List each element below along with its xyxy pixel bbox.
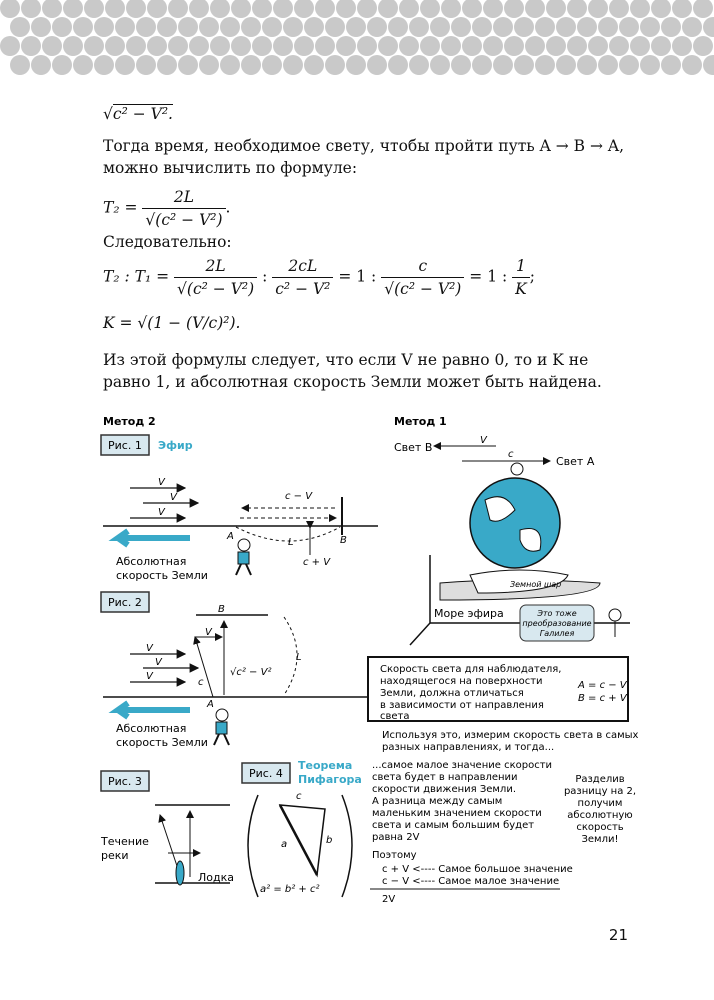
band-dot: [430, 17, 450, 37]
ratio-frac-4: [512, 255, 530, 300]
therefore-label: Поэтому: [372, 850, 417, 861]
band-dot: [378, 36, 398, 56]
t2-fraction: [142, 186, 225, 231]
sqrt-label: √c² − V²: [230, 667, 272, 678]
sqrt-expression: c² − V².: [112, 105, 173, 123]
abs-speed-1-line2: скорость Земли: [116, 569, 208, 582]
band-dot: [567, 0, 587, 18]
t2-numerator: 2L: [142, 186, 225, 209]
band-dot: [63, 36, 83, 56]
band-dot: [21, 36, 41, 56]
min-line-1: ...самое малое значение скорости: [372, 760, 553, 771]
river-label-1: Течение: [101, 835, 149, 848]
b-label-1: B: [340, 535, 347, 546]
ratio-frac-2: [272, 255, 333, 300]
band-dot: [220, 55, 240, 75]
band-dot: [399, 0, 419, 18]
band-dot: [210, 36, 230, 56]
abs-speed-arrow-1: [118, 531, 190, 545]
div-line-2: разницу на 2,: [563, 786, 637, 797]
band-dot: [567, 36, 587, 56]
band-dot: [315, 36, 335, 56]
band-dot: [262, 17, 282, 37]
fig2-tag: Рис. 2: [108, 596, 142, 609]
band-dot: [441, 0, 461, 18]
box-line-5: света: [380, 711, 410, 722]
band-dot: [273, 0, 293, 18]
band-dot: [73, 55, 93, 75]
band-dot: [147, 36, 167, 56]
band-dot: [588, 36, 608, 56]
band-dot: [357, 36, 377, 56]
band-dot: [231, 0, 251, 18]
galileo-text-3: Галилея: [539, 629, 575, 638]
band-dot: [651, 36, 671, 56]
c-minus-v-label: c − V: [285, 491, 313, 502]
paren-right: [342, 795, 352, 897]
ratio-lhs: T₂ : T₁ =: [103, 267, 170, 286]
box-line-1: Скорость света для наблюдателя,: [380, 664, 562, 675]
ratio-mid: = 1 :: [338, 267, 377, 286]
min-line: c − V <---- Самое малое значение: [382, 876, 560, 887]
band-dot: [661, 55, 681, 75]
band-dot: [336, 0, 356, 18]
band-dot: [189, 0, 209, 18]
pythag-formula: a² = b² + c²: [260, 884, 320, 895]
abs-speed-2-line1: Абсолютная: [116, 722, 187, 735]
band-dot: [598, 17, 618, 37]
band-dot: [525, 0, 545, 18]
v-label-4: V: [146, 643, 153, 654]
boat-shape: [176, 861, 184, 885]
band-dot: [462, 0, 482, 18]
band-dot: [84, 0, 104, 18]
ratio-den-1: √(c² − V²): [177, 280, 255, 298]
fig1-tag: Рис. 1: [108, 439, 142, 452]
band-dot: [682, 55, 702, 75]
band-dot: [94, 17, 114, 37]
band-dot: [210, 0, 230, 18]
band-dot: [63, 0, 83, 18]
band-dot: [472, 17, 492, 37]
l-label-2: L: [296, 652, 302, 663]
band-dot: [346, 55, 366, 75]
walking-person-1: [236, 539, 251, 575]
band-dot: [630, 0, 650, 18]
band-dot: [483, 0, 503, 18]
band-dot: [126, 0, 146, 18]
globe-label: Земной шар: [510, 580, 562, 589]
b-label-3: b: [326, 835, 333, 846]
band-dot: [52, 55, 72, 75]
band-dot: [493, 17, 513, 37]
band-dot: [388, 17, 408, 37]
band-dot: [157, 55, 177, 75]
paragraph-2: Из этой формулы следует, что если V не равно 0, то и K не равно 1, и абсолютная скорость Земли может быть найдена.: [103, 351, 602, 391]
band-dot: [556, 55, 576, 75]
band-dot: [52, 17, 72, 37]
l-label-1: L: [288, 537, 294, 548]
band-dot: [241, 17, 261, 37]
a-label-2: A: [207, 699, 214, 710]
band-dot: [546, 36, 566, 56]
band-dot: [672, 36, 692, 56]
v-label-7: V: [205, 627, 212, 638]
ratio-num-2: 2cL: [272, 255, 333, 278]
band-dot: [31, 17, 51, 37]
band-dot: [168, 36, 188, 56]
band-dot: [115, 17, 135, 37]
min-line-3: скорости движения Земли.: [372, 784, 516, 795]
ratio-frac-3: [381, 255, 464, 300]
band-dot: [294, 36, 314, 56]
v-label-6: V: [146, 671, 153, 682]
band-dot: [430, 55, 450, 75]
band-dot: [661, 17, 681, 37]
ratio-frac-1: [174, 255, 257, 300]
dot-pattern: [0, 0, 714, 78]
b-label-2: B: [218, 604, 225, 615]
t2-formula: T₂ = $\frac{2L}{\text{√(c² − V²)}}$ .: [103, 188, 231, 229]
globe: [470, 478, 560, 568]
c-label-3: c: [296, 791, 302, 802]
boat-label: Лодка: [198, 871, 234, 884]
band-dot: [199, 17, 219, 37]
band-dot: [367, 17, 387, 37]
header-dot-band: [0, 0, 714, 78]
band-dot: [262, 55, 282, 75]
paren-left: [248, 795, 258, 897]
ratio-num-1: 2L: [174, 255, 257, 278]
method2-label: Метод 2: [103, 415, 156, 428]
band-dot: [619, 17, 639, 37]
band-dot: [609, 36, 629, 56]
box-line-4: в зависимости от направления: [380, 700, 544, 711]
band-dot: [157, 17, 177, 37]
band-dot: [651, 0, 671, 18]
ratio-den-3: √(c² − V²): [384, 280, 462, 298]
band-dot: [682, 17, 702, 37]
band-dot: [115, 55, 135, 75]
c-label-2: c: [198, 677, 204, 688]
fig3-tag: Рис. 3: [108, 775, 142, 788]
band-dot: [535, 17, 555, 37]
band-dot: [546, 0, 566, 18]
band-dot: [325, 17, 345, 37]
abs-speed-arrow-2: [118, 703, 190, 717]
band-dot: [220, 17, 240, 37]
band-dot: [514, 55, 534, 75]
band-dot: [346, 17, 366, 37]
t2-lhs: T₂ =: [103, 198, 138, 217]
band-dot: [703, 55, 714, 75]
light-a-label: Свет A: [556, 455, 595, 468]
fig4-title-1: Теорема: [298, 759, 353, 772]
div-line-5: скорость: [576, 822, 624, 833]
band-dot: [367, 55, 387, 75]
box-line-3: Земли, должна отличаться: [380, 688, 524, 699]
ratio-formula: T₂ : T₁ = $\frac{2L}{\text{√(c² − V²)}}$ : $\frac{2cL}{\text{c² − V²}}$ = 1 : $\frac{c}{\text{√(c² − V²)}}$ = 1 : $\frac{1}{K}$ ;: [103, 257, 535, 298]
band-dot: [409, 55, 429, 75]
min-line-5: маленьким значением скорости: [372, 808, 542, 819]
ratio-den-2: c² − V²: [275, 280, 331, 298]
paragraph-1: Тогда время, необходимое свету, чтобы пройти путь A → B → A, можно вычислить по формуле:: [103, 137, 625, 177]
band-dot: [10, 17, 30, 37]
band-dot: [462, 36, 482, 56]
band-dot: [420, 36, 440, 56]
band-dot: [73, 17, 93, 37]
band-dot: [409, 17, 429, 37]
band-dot: [304, 17, 324, 37]
t2-denominator: √(c² − V²): [145, 211, 223, 229]
c-label-4: c: [508, 449, 514, 460]
band-dot: [598, 55, 618, 75]
min-line-6: света и самым большим будет: [372, 820, 535, 831]
band-dot: [178, 55, 198, 75]
result-2v: 2V: [382, 894, 396, 905]
band-dot: [672, 0, 692, 18]
band-dot: [693, 36, 713, 56]
band-dot: [105, 36, 125, 56]
a-label-1: A: [227, 531, 234, 542]
band-dot: [336, 36, 356, 56]
v-label-5: V: [155, 657, 162, 668]
cpv-label: c + V: [303, 557, 331, 568]
abs-speed-2-line2: скорость Земли: [116, 736, 208, 749]
min-line-4: А разница между самым: [372, 796, 503, 807]
galileo-text-1: Это тоже: [537, 609, 577, 618]
corner-line: [410, 555, 430, 645]
div-line-3: получим: [577, 798, 623, 809]
band-dot: [504, 36, 524, 56]
band-dot: [136, 17, 156, 37]
band-dot: [514, 17, 534, 37]
a-label-3: a: [281, 839, 288, 850]
band-dot: [420, 0, 440, 18]
ratio-num-4: 1: [512, 255, 530, 278]
band-dot: [168, 0, 188, 18]
band-dot: [42, 36, 62, 56]
v-label-8: V: [480, 435, 487, 446]
page-number: 21: [608, 926, 628, 944]
band-dot: [252, 0, 272, 18]
band-dot: [0, 36, 20, 56]
band-dot: [189, 36, 209, 56]
c-vector: [195, 637, 213, 697]
band-dot: [273, 36, 293, 56]
band-dot: [378, 0, 398, 18]
band-dot: [504, 0, 524, 18]
band-dot: [640, 17, 660, 37]
use-line-1: Используя это, измерим скорость света в самых: [382, 730, 639, 741]
band-dot: [388, 55, 408, 75]
ratio-end: = 1 :: [469, 267, 508, 286]
river-label-2: реки: [101, 849, 129, 862]
box-formula-1: A = c − V: [578, 680, 627, 691]
box-line-2: находящегося на поверхности: [380, 676, 543, 687]
person-on-globe: [511, 463, 523, 475]
band-dot: [252, 36, 272, 56]
fig4-tag: Рис. 4: [249, 767, 283, 780]
band-dot: [483, 36, 503, 56]
div-line-6: Земли!: [581, 834, 619, 845]
band-dot: [178, 17, 198, 37]
band-dot: [31, 55, 51, 75]
band-dot: [577, 17, 597, 37]
band-dot: [441, 36, 461, 56]
use-line-2: разных направлениях, и тогда...: [382, 742, 555, 753]
band-dot: [535, 55, 555, 75]
light-b-label: Свет B: [394, 441, 433, 454]
k-formula: K = √(1 − (V/c)²).: [103, 314, 241, 332]
band-dot: [294, 0, 314, 18]
band-dot: [283, 17, 303, 37]
v-label-3: V: [158, 507, 165, 518]
band-dot: [703, 17, 714, 37]
band-dot: [493, 55, 513, 75]
v-label-1: V: [158, 477, 165, 488]
band-dot: [126, 36, 146, 56]
following-label: Следовательно:: [103, 233, 232, 251]
band-dot: [640, 55, 660, 75]
band-dot: [283, 55, 303, 75]
band-dot: [315, 0, 335, 18]
band-dot: [84, 36, 104, 56]
ether-arrows-2: [130, 654, 198, 682]
band-dot: [304, 55, 324, 75]
band-dot: [0, 0, 20, 18]
band-dot: [630, 36, 650, 56]
band-dot: [199, 55, 219, 75]
band-dot: [619, 55, 639, 75]
band-dot: [399, 36, 419, 56]
walking-person-2: [214, 709, 229, 745]
band-dot: [609, 0, 629, 18]
band-dot: [556, 17, 576, 37]
band-dot: [105, 0, 125, 18]
method1-label: Метод 1: [394, 415, 447, 428]
band-dot: [231, 36, 251, 56]
band-dot: [21, 0, 41, 18]
band-dot: [147, 0, 167, 18]
band-dot: [451, 17, 471, 37]
band-dot: [451, 55, 471, 75]
max-line: c + V <---- Самое большое значение: [382, 864, 573, 875]
band-dot: [577, 55, 597, 75]
band-dot: [10, 55, 30, 75]
band-dot: [241, 55, 261, 75]
min-line-7: равна 2V: [372, 832, 420, 843]
div-line-4: абсолютную: [567, 810, 633, 821]
div-line-1: Разделив: [575, 774, 625, 785]
band-dot: [94, 55, 114, 75]
band-dot: [588, 0, 608, 18]
band-dot: [136, 55, 156, 75]
band-dot: [357, 0, 377, 18]
abs-speed-1-line1: Абсолютная: [116, 555, 187, 568]
sqrt-line: √c² − V².: [103, 105, 173, 123]
figures-illustration: [0, 405, 714, 915]
ratio-num-3: c: [381, 255, 464, 278]
band-dot: [693, 0, 713, 18]
band-dot: [472, 55, 492, 75]
v-label-2: V: [170, 492, 177, 503]
band-dot: [525, 36, 545, 56]
band-dot: [42, 0, 62, 18]
ether-sea-label: Море эфира: [434, 607, 504, 620]
galileo-text-2: преобразование: [522, 619, 592, 628]
band-dot: [325, 55, 345, 75]
fig1-title: Эфир: [158, 439, 193, 452]
fig4-title-2: Пифагора: [298, 773, 362, 786]
min-line-2: света будет в направлении: [372, 772, 518, 783]
box-formula-2: B = c + V: [578, 693, 627, 704]
ratio-den-4: K: [515, 280, 527, 298]
